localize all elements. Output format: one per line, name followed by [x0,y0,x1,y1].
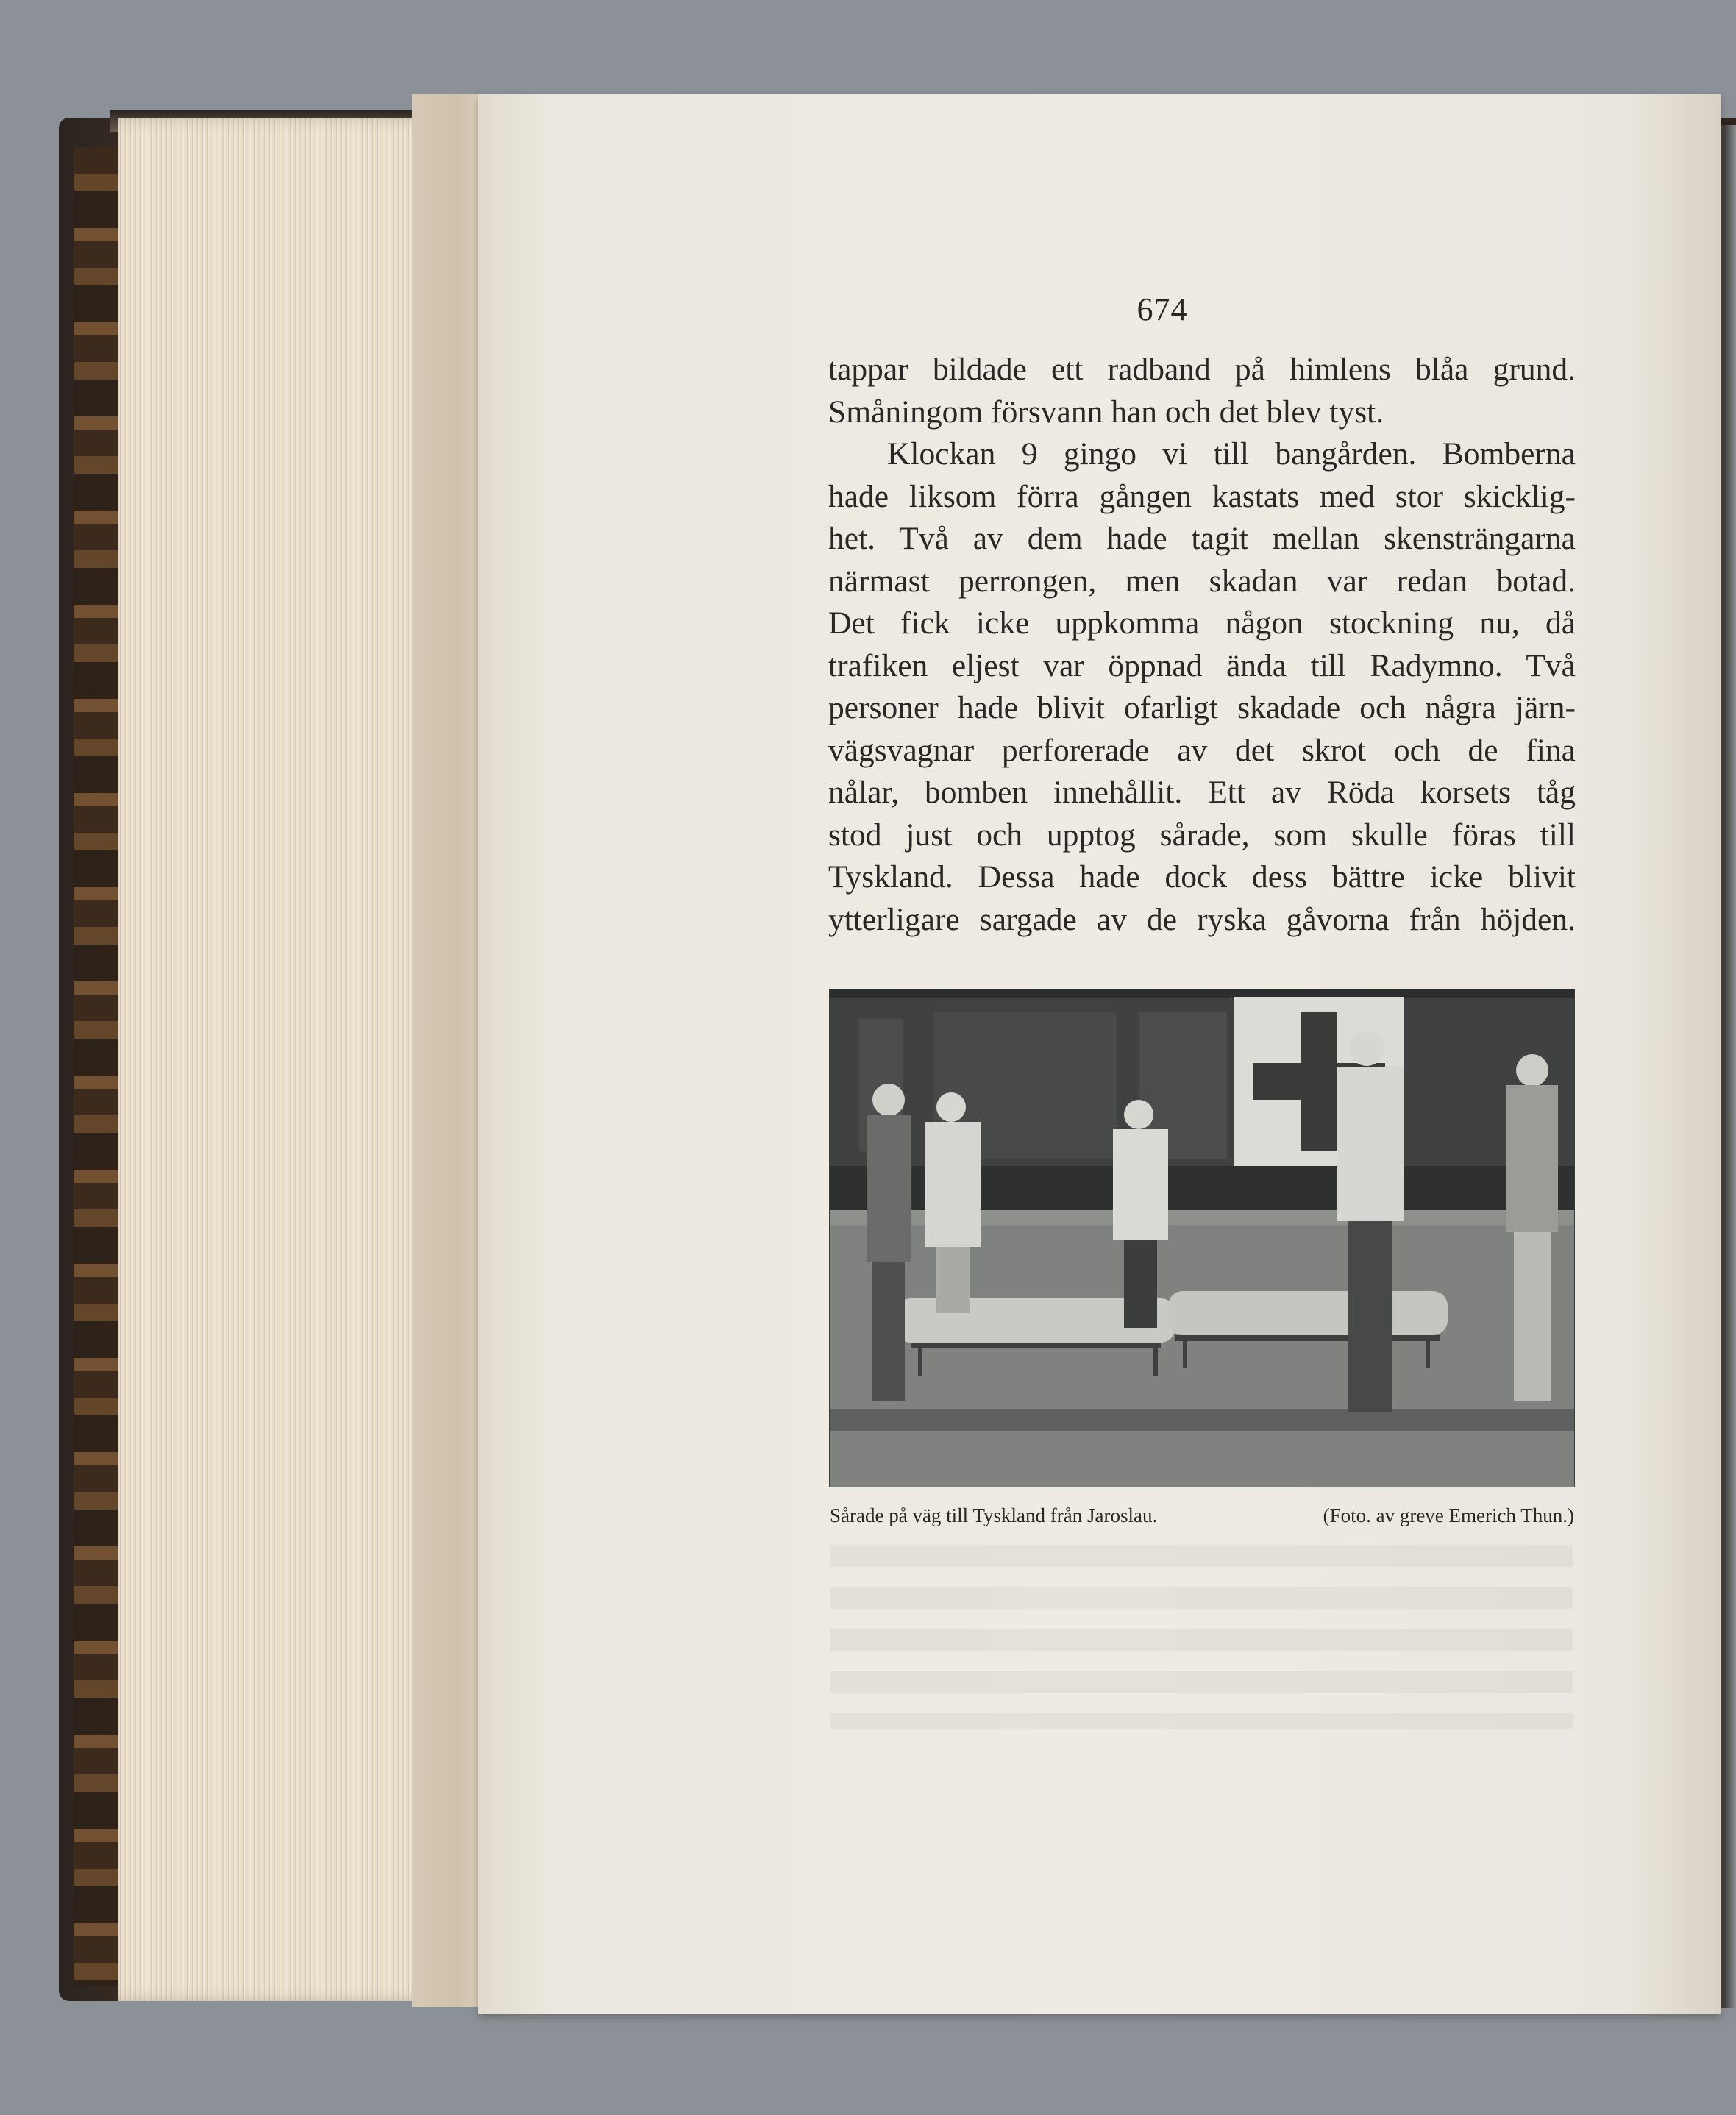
paragraph-2-line [828,476,1576,519]
text-line: ytterligare sargade av de ryska gåvorna från höjden. [828,901,1576,937]
text-line: personer hade blivit ofarligt skadade och några järn- [828,690,1576,725]
person-left [867,1084,911,1401]
paragraph-2 [828,433,1576,476]
photograph-stretchers-red-cross-train [830,989,1574,1487]
photo-credit: (Foto. av greve Emerich Thun.) [1323,1504,1574,1526]
paragraph-2-line [828,518,1576,561]
text-line: Småningom försvann han och det blev tyst. [828,394,1384,430]
body-text [828,349,1576,941]
paragraph-2-line [828,602,1576,645]
photo-caption [830,1504,1574,1527]
text-line: stod just och upptog sårade, som skulle föras till [828,817,1576,853]
paragraph-2-line [828,856,1576,899]
text-line: nålar, bomben innehållit. Ett av Röda korsets tåg [828,775,1576,810]
text-line: Tyskland. Dessa hade dock dess bättre icke blivit [828,859,1576,895]
text-line: Det fick icke uppkomma någon stockning nu, då [828,605,1576,641]
text-line: tappar bildade ett radband på himlens blåa grund. [828,352,1576,387]
paragraph-1 [828,349,1576,391]
caption-text: Sårade på väg till Tyskland från Jaroslau. [830,1504,1158,1526]
photo-illustration [830,989,1574,1487]
text-line: närmast perrongen, men skadan var redan botad. [828,563,1576,599]
paragraph-2-line [828,687,1576,730]
paragraph-2-line [828,645,1576,688]
paragraph-2-line [828,561,1576,603]
page-number: 674 [1136,291,1188,327]
person-right [1506,1054,1558,1401]
text-line: het. Två av dem hade tagit mellan skensträngarna [828,521,1576,556]
show-through-text [830,1545,1573,1729]
paragraph-2-line [828,899,1576,942]
paragraph-1-end [828,391,1576,434]
text-line: vägsvagnar perforerade av det skrot och de fina [828,732,1576,768]
paragraph-2-line [828,814,1576,857]
paragraph-2-line [828,730,1576,772]
paragraph-2-line [828,772,1576,814]
text-line: hade liksom förra gången kastats med stor skicklig- [828,478,1576,514]
text-line: Klockan 9 gingo vi till bangården. Bomberna [887,436,1576,472]
text-line: trafiken eljest var öppnad ända till Radymno. Två [828,647,1576,683]
